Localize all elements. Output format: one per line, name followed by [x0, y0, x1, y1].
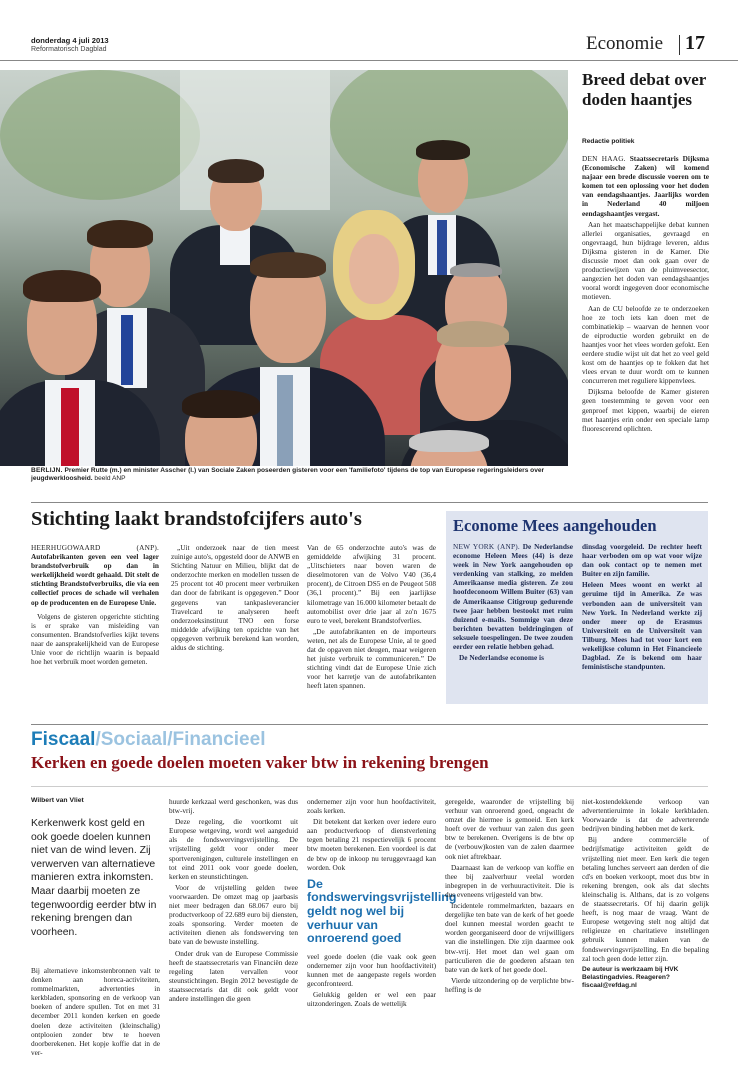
fiscaal-c2c: Voor de vrijstelling gelden twee voorwaarden. De omzet mag op jaarbasis niet meer bedragen dan 68.067 euro bij productverkoop of 22.689 euro bij diensten, zoals sponsoring. Verder moeten de activiteiten dienen als fondswerving ten bate van de bewuste instelling.	[169, 882, 298, 947]
kicker-fiscaal: Fiscaal	[31, 729, 96, 750]
stichting-place: HEERHUGOWAARD (ANP).	[31, 543, 159, 552]
fiscaal-pull-quote: De fondswervingsvrijstelling geldt nog wel bij verhuur van onroerend goed	[307, 876, 457, 946]
mees-col2	[582, 542, 702, 673]
stichting-col3	[307, 543, 436, 693]
haantjes-p2: Aan de CU beloofde ze te onderzoeken hoe ze toch iets kan doen met de combinatiekip – waarvan de hennen voor de eiproductie worden gebruikt en de haantjes voor het vlees worden gefokt. Een eerdere studie wijst uit dat het zo veel geld kost om de haantjes op te fokken dat het vlees ervan te duur wordt om te kunnen concurreren met reguliere kippenvlees.	[582, 303, 709, 386]
haantjes-p3: Dijksma beloofde de Kamer gisteren geen toestemming te geven voor een genproef met kippen, waarbij de eieren met haantjes erin onder een speciale lamp fluorescerend oplichten.	[582, 387, 709, 433]
stichting-col1	[31, 543, 159, 668]
haantjes-body	[582, 154, 709, 435]
haantjes-p1: Aan het maatschappelijke debat kunnen allerlei organisaties, gevraagd en ongevraagd, hun bijdrage leveren, aldus Dijksma gisteren in de Kamer. Die discussie moet dan ook gaan over de productiewijzen van de pluimveesector, aangezien het doden van eendagshaantjes vooral wordt ingegeven door economische motieven.	[582, 219, 709, 302]
kicker-sep-2: /	[167, 729, 173, 750]
page-number: 17	[685, 32, 705, 54]
summit-photo	[0, 70, 568, 466]
fiscaal-col3	[307, 797, 457, 1010]
kicker-sep-1: /	[95, 729, 101, 750]
fiscaal-col1	[31, 966, 160, 1059]
fiscaal-c3b: Dit betekent dat kerken over iedere euro aan productverkoop of dienstverlening tegen betaling 21 respectievelijk 6 procent btw moeten berekenen. Een voordeel is dat de btw op de inkoop nu teruggevraagd kan worden. Ook	[307, 817, 436, 872]
newspaper-name: Reformatorisch Dagblad	[31, 46, 107, 53]
fiscaal-c2d: Onder druk van de Europese Commissie heeft de staatssecretaris van Financiën deze regeling laten vervallen voor steunstichtingen. Begin 2012 bevestigde de staatssecretaris dat dit ook geldt voor andere instellingen die geen	[169, 948, 298, 1003]
kicker-financieel: Financieel	[172, 729, 266, 750]
fiscaal-c5a: niet-kostendekkende verkoop van advertentieruimte in lokale kerkbladen. Voorwaarde is dat de adverterende bedrijven binding hebben met de kerk.	[582, 797, 709, 834]
fiscaal-c3a: ondernemer zijn voor hun hoofdactiviteit, zoals kerken.	[307, 797, 436, 816]
haantjes-lead: Staatssecretaris Dijksma (Economische Zaken) wil komend najaar een brede discussie voeren om te komen tot een oplossing voor het doden van eendagshaantjes. Jaarlijks worden in Nederland 40 miljoen eendagshaantjes vergast.	[582, 154, 709, 218]
fiscaal-col5	[582, 797, 709, 990]
fiscaal-author-note: De auteur is werkzaam bij HVK Belastingadvies. Reageren? fiscaal@refdag.nl	[582, 965, 679, 990]
fiscaal-c4b: Daarnaast kan de verkoop van koffie en thee bij zaalverhuur veelal worden inbegrepen in de verhuuractiviteit. Die is dus eveneens vrijgesteld van btw.	[445, 862, 574, 899]
mees-place: NEW YORK (ANP).	[453, 542, 520, 551]
caption-place: BERLIJN.	[31, 467, 63, 474]
section-title: Economie	[586, 33, 664, 54]
mees-col1	[453, 542, 573, 664]
mees-text1: De Nederlandse econome Heleen Mees (44) is deze week in New York aangehouden op verdenking van stalking, zo melden Amerikaanse media gisteren. Ze zou hoofdeconoom Willem Buiter (63) van de Amerikaanse Citigroup gedurende twee jaar hebben bestookt met ruim duizend e-mails. Sommige van deze berichten bevatten beldringingen of seksuele toespelingen. De twee zouden eerder een relatie hebben gehad.	[453, 542, 574, 652]
fiscaal-c4a: geregelde, waaronder de vrijstelling bij verhuur van onroerend goed, ongeacht de omzet die hiermee is gemoeid. Een kerk hoeft over de verhuur van zalen dus geen btw te berekenen. Overigens is de btw op de (verbouw)kosten van de zalen daarmee ook niet aftrekbaar.	[445, 797, 574, 861]
fiscaal-c2a: huurde kerkzaal werd geschonken, was dus btw-vrij.	[169, 797, 298, 816]
mees-text2b: Heleen Mees woont en werkt al geruime tijd in Amerika. Ze was verbonden aan de universiteit van New York. In Nederland werkte zij onder meer op de Erasmus Universiteit en de Universiteit van Tilburg. Mees had tot voor kort een wekelijkse column in Het Financieele Dagblad. Ze is bekend om haar feministische standpunten.	[582, 580, 702, 672]
fiscaal-byline: Wilbert van Vliet	[31, 797, 84, 804]
stichting-p4: „De autofabrikanten en de importeurs weten, net als de Europese Unie, al te goed dat de opgaven niet deugen, maar weigeren het juiste verbruik te communiceren.” De stichting vindt dat de Europese Unie zich voor het karretje van de autofabrikanten heeft laten spannen.	[307, 626, 436, 691]
haantjes-title: Breed debat over doden haantjes	[582, 70, 707, 109]
kicker-sociaal: Sociaal	[100, 729, 168, 750]
issue-date: donderdag 4 juli 2013	[31, 36, 109, 45]
haantjes-byline: Redactie politiek	[582, 138, 635, 145]
photo-caption	[31, 467, 561, 483]
caption-text: Premier Rutte (m.) en minister Asscher (l.) van Sociale Zaken poseerden gisteren voor een 'familiefoto' tijdens de top van Europese regeringsleiders over jeugdwerkloosheid.	[31, 467, 545, 483]
fiscaal-title: Kerken en goede doelen moeten vaker btw in rekening brengen	[31, 753, 489, 772]
fiscaal-c4d: Vierde uitzondering op de verplichte btw-heffing is de	[445, 975, 574, 994]
stichting-p3: Van de 65 onderzochte auto's was de gemiddelde afwijking 31 procent. „Uitschieters naar boven waren de dieselmotoren van de Volvo V40 (36,4 procent), de Citroen DS5 en de Peugeot 508 (36,1 procent).” Bij een jaarlijkse kilometrage van 16.000 kilometer betaalt de automobilist over drie jaar al zo'n 1675 euro te veel, berekent Brandstofverlies.	[307, 543, 436, 625]
fiscaal-c5b: Bij andere commerciële of bedrijfsmatige activiteiten geldt de vrijstelling niet meer. Een kerk die tegen betaling lunches serveert aan derden of die cd's en boeken verkoopt, moet dus btw in rekening brengen, ook als dat slechts kleinschalig is. Althans, dat is zo volgens de staatssecretaris. Of hij daarin gelijk heeft, is nog maar de vraag. Want de Europese wetgeving stelt nog altijd dat religieuze en charitatieve instellingen gebruik kunnen maken van de fondswervingsvrijstelling. En die bepaling zal toch geen dode letter zijn.	[582, 835, 709, 963]
mees-text1b: De Nederlandse econome is	[459, 653, 544, 663]
stichting-p2: „Uit onderzoek naar de tien meest zuinige auto's, opgesteld door de ANWB en Stichting Natuur en Milieu, blijkt dat de onderzochte merken en modellen tussen de 25 procent tot 40 procent meer verbruiken dan door de fabrikant is opgegeven.” Door gegevens van tankpasleverancier Travelcard te analyseren heeft onderzoeksinstituut TNO een forse middelde afwijking ten opzichte van het opgegeven verbruik berekend kan worden, aldus de stichting.	[171, 543, 299, 653]
stichting-title: Stichting laakt brandstofcijfers auto's	[31, 508, 362, 530]
fiscaal-kicker	[31, 729, 265, 751]
fiscaal-col4	[445, 797, 574, 996]
fiscaal-c4c: Incidentele rommelmarkten, bazaars en dergelijke ten bate van de kerk of het goede doel kunnen meestal worden geacht te worden georganiseerd door de vrijwilligers van die instellingen. Die zijn daarmee ook btw-vrij. Het moet dan wel gaan om particulieren die de goederen afstaan ten bate van de kerk of het goede doel.	[445, 901, 574, 974]
fiscaal-c3d: Gelukkig gelden er wel een paar uitzonderingen. Zoals de wettelijk	[307, 990, 436, 1009]
fiscaal-c3c: veel goede doelen (die vaak ook geen ondernemer zijn voor hun hoofdactiviteit) kunnen met de aangepaste regels worden geconfronteerd.	[307, 951, 436, 988]
mees-text2: dinsdag voorgeleid. De rechter heeft haar verboden om op wat voor wijze dan ook contact op te nemen met Buiter en zijn familie.	[582, 542, 702, 579]
photo-credit: beeld ANP	[94, 475, 126, 483]
stichting-col2	[171, 543, 299, 654]
stichting-p1: Volgens de gisteren opgerichte stichting is er sprake van misleiding van consumenten. Brandstofverlies kijkt tevens naar de aansprakelijkheid van de Europese Unie voor de richtlijn waarin is bepaald hoe het verbruik moet worden gemeten.	[31, 611, 159, 667]
haantjes-place: DEN HAAG.	[582, 154, 626, 163]
fiscaal-c2b: Deze regeling, die voortkomt uit Europese wetgeving, wordt wel aangeduid als de fondswervingsvrijstelling. De vrijstelling geldt voor onder meer sportverenigingen, culturele instellingen en tot eind 2011 ook voor goede doelen, kerken en steunstichtingen.	[169, 817, 298, 881]
fiscaal-col2	[169, 797, 298, 1005]
stichting-lead: Autofabrikanten geven een veel lager brandstofverbruik op dan in werkelijkheid wordt gehaald. Dit stelt de stichting Brandstofverbruiks, die via een collectief proces de schade wil verhalen op de producenten en de Europese Unie.	[31, 552, 159, 607]
fiscaal-intro: Kerkenwerk kost geld en ook goede doelen kunnen niet van de wind leven. Zij verwerven van alternatieve manieren extra inkomsten. Maar daarbij moeten ze tegenwoordig eerder btw in rekening brengen dan voorheen.	[31, 818, 157, 938]
mees-title: Econome Mees aangehouden	[453, 516, 657, 535]
fiscaal-c1: Bij alternatieve inkomstenbronnen valt te denken aan horeca-activiteiten, rommelmarkten, advertenties in kerkbladen, sponsoring en de verkoop van boeken of andere spullen. Tot en met 31 december 2011 konden kerken en goede doelen deze activiteiten (kleinschalig) ontplooien zonder btw te hoeven doorberekenen. Het kopje koffie dat in de ver-	[31, 966, 160, 1057]
